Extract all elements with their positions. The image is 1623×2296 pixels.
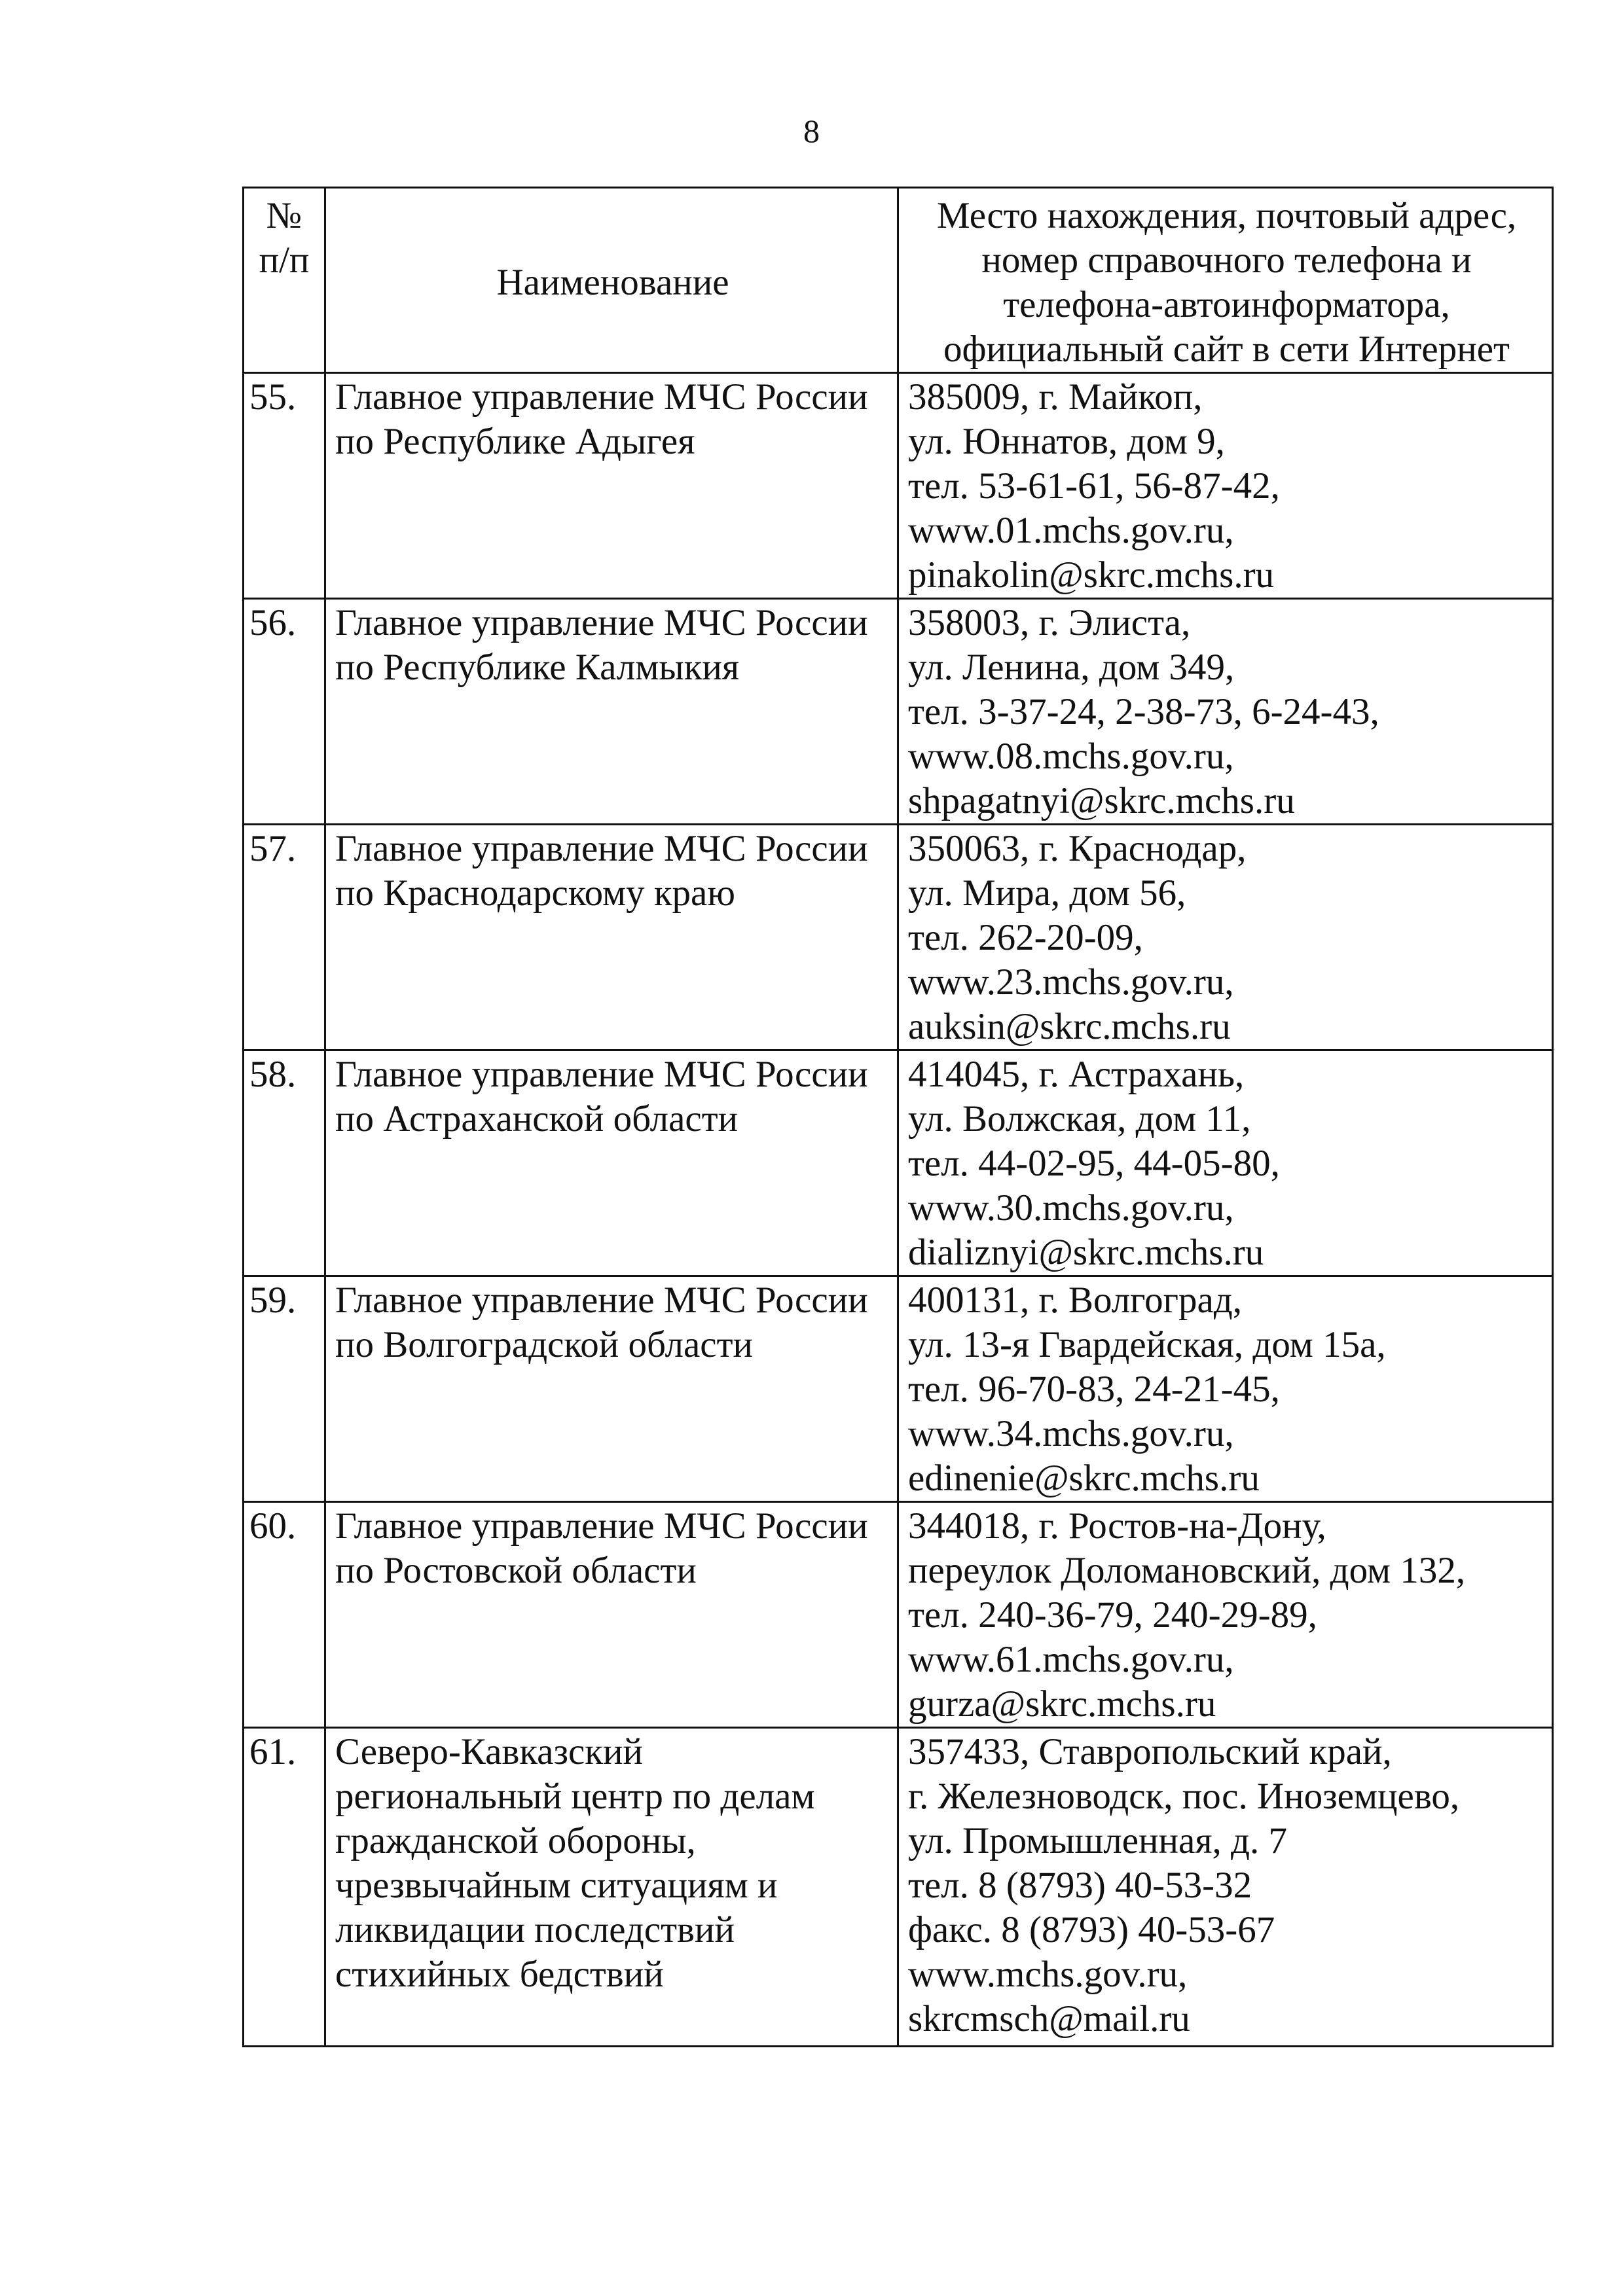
- row-number: 60.: [244, 1502, 325, 1728]
- row-number: 55.: [244, 373, 325, 599]
- row-address-line: тел. 262-20-09,: [908, 917, 1143, 958]
- table-row: [244, 599, 1553, 825]
- row-number: 61.: [244, 1728, 325, 2047]
- page-number: 8: [803, 113, 820, 149]
- row-name: [325, 1050, 898, 1276]
- row-website[interactable]: www.23.mchs.gov.ru,: [908, 961, 1234, 1003]
- row-website[interactable]: www.34.mchs.gov.ru,: [908, 1413, 1234, 1454]
- row-address-line: ул. Юннатов, дом 9,: [908, 421, 1225, 462]
- header-address: [898, 188, 1553, 373]
- table-row: [244, 1728, 1553, 2047]
- row-address-line: ул. Мира, дом 56,: [908, 872, 1186, 914]
- row-email[interactable]: pinakolin@skrc.mchs.ru: [908, 554, 1275, 596]
- header-number-line: №: [266, 195, 302, 236]
- row-name-line: Главное управление МЧС России: [335, 1280, 868, 1321]
- row-address-line: тел. 240-36-79, 240-29-89,: [908, 1594, 1317, 1636]
- row-name-line: гражданской обороны,: [335, 1820, 696, 1861]
- row-name-line: Главное управление МЧС России: [335, 602, 868, 643]
- row-address-line: переулок Доломановский, дом 132,: [908, 1550, 1466, 1591]
- row-email[interactable]: edinenie@skrc.mchs.ru: [908, 1458, 1260, 1499]
- row-name-line: по Республике Калмыкия: [335, 647, 740, 688]
- header-number-line: п/п: [259, 240, 310, 281]
- row-name-line: Главное управление МЧС России: [335, 376, 868, 418]
- row-address-line: тел. 96-70-83, 24-21-45,: [908, 1369, 1280, 1410]
- header-address-line: официальный сайт в сети Интернет: [943, 329, 1510, 370]
- row-name-line: по Астраханской области: [335, 1098, 739, 1139]
- row-address: [898, 373, 1553, 599]
- row-email[interactable]: auksin@skrc.mchs.ru: [908, 1006, 1231, 1047]
- row-number: 59.: [244, 1276, 325, 1502]
- header-name: Наименование: [325, 188, 898, 373]
- row-name-line: по Волгоградской области: [335, 1324, 753, 1365]
- table-row: [244, 1276, 1553, 1502]
- row-name-line: ликвидации последствий: [335, 1909, 735, 1950]
- row-address-line: ул. 13-я Гвардейская, дом 15а,: [908, 1324, 1386, 1365]
- row-email[interactable]: dializnyi@skrc.mchs.ru: [908, 1232, 1264, 1273]
- row-address-line: 385009, г. Майкоп,: [908, 376, 1203, 418]
- row-website[interactable]: www.61.mchs.gov.ru,: [908, 1639, 1234, 1680]
- row-name: [325, 373, 898, 599]
- row-address: [898, 825, 1553, 1050]
- row-address-line: 358003, г. Элиста,: [908, 602, 1191, 643]
- row-email[interactable]: skrcmsch@mail.ru: [908, 1998, 1190, 2039]
- header-number: [244, 188, 325, 373]
- header-address-line: Место нахождения, почтовый адрес,: [936, 195, 1517, 236]
- row-name-line: по Краснодарскому краю: [335, 872, 735, 914]
- row-address: [898, 599, 1553, 825]
- row-name-line: по Ростовской области: [335, 1550, 697, 1591]
- row-website[interactable]: www.08.mchs.gov.ru,: [908, 736, 1234, 777]
- row-address-line: 400131, г. Волгоград,: [908, 1280, 1243, 1321]
- row-email[interactable]: shpagatnyi@skrc.mchs.ru: [908, 780, 1295, 821]
- row-phone: тел. 8 (8793) 40-53-32: [908, 1865, 1252, 1906]
- row-address-line: тел. 3-37-24, 2-38-73, 6-24-43,: [908, 691, 1379, 732]
- table-row: [244, 1050, 1553, 1276]
- table-row: [244, 1502, 1553, 1728]
- row-address-line: г. Железноводск, пос. Иноземцево,: [908, 1776, 1460, 1817]
- row-address-line: 414045, г. Астрахань,: [908, 1054, 1245, 1095]
- row-number: 57.: [244, 825, 325, 1050]
- row-address: [898, 1050, 1553, 1276]
- row-name: [325, 1502, 898, 1728]
- row-name: [325, 599, 898, 825]
- row-name: [325, 1276, 898, 1502]
- row-email[interactable]: gurza@skrc.mchs.ru: [908, 1683, 1216, 1725]
- row-address-line: 344018, г. Ростов-на-Дону,: [908, 1505, 1326, 1547]
- row-address: [898, 1728, 1553, 2047]
- row-name-line: Северо-Кавказский: [335, 1731, 643, 1772]
- header-address-line: номер справочного телефона и: [981, 240, 1472, 281]
- table-row: [244, 825, 1553, 1050]
- row-address-line: тел. 44-02-95, 44-05-80,: [908, 1143, 1280, 1184]
- row-website[interactable]: www.01.mchs.gov.ru,: [908, 510, 1234, 551]
- row-name-line: Главное управление МЧС России: [335, 1505, 868, 1547]
- row-name-line: стихийных бедствий: [335, 1954, 664, 1995]
- row-website[interactable]: www.mchs.gov.ru,: [908, 1954, 1188, 1995]
- row-address-line: 357433, Ставропольский край,: [908, 1731, 1392, 1772]
- row-address: [898, 1276, 1553, 1502]
- table-row: [244, 373, 1553, 599]
- row-address-line: тел. 53-61-61, 56-87-42,: [908, 465, 1280, 507]
- row-name-line: по Республике Адыгея: [335, 421, 695, 462]
- row-name-line: Главное управление МЧС России: [335, 828, 868, 869]
- row-address-line: 350063, г. Краснодар,: [908, 828, 1247, 869]
- row-address-line: ул. Ленина, дом 349,: [908, 647, 1235, 688]
- row-name-line: Главное управление МЧС России: [335, 1054, 868, 1095]
- row-address-line: ул. Волжская, дом 11,: [908, 1098, 1251, 1139]
- row-fax: факс. 8 (8793) 40-53-67: [908, 1909, 1275, 1950]
- row-address: [898, 1502, 1553, 1728]
- row-number: 56.: [244, 599, 325, 825]
- table-header-row: [244, 188, 1553, 373]
- row-name: [325, 1728, 898, 2047]
- row-address-line: ул. Промышленная, д. 7: [908, 1820, 1288, 1861]
- row-website[interactable]: www.30.mchs.gov.ru,: [908, 1187, 1234, 1229]
- row-name-line: региональный центр по делам: [335, 1776, 815, 1817]
- row-name: [325, 825, 898, 1050]
- row-name-line: чрезвычайным ситуациям и: [335, 1865, 778, 1906]
- row-number: 58.: [244, 1050, 325, 1276]
- header-address-line: телефона-автоинформатора,: [1003, 284, 1450, 325]
- contacts-table: [242, 187, 1554, 2047]
